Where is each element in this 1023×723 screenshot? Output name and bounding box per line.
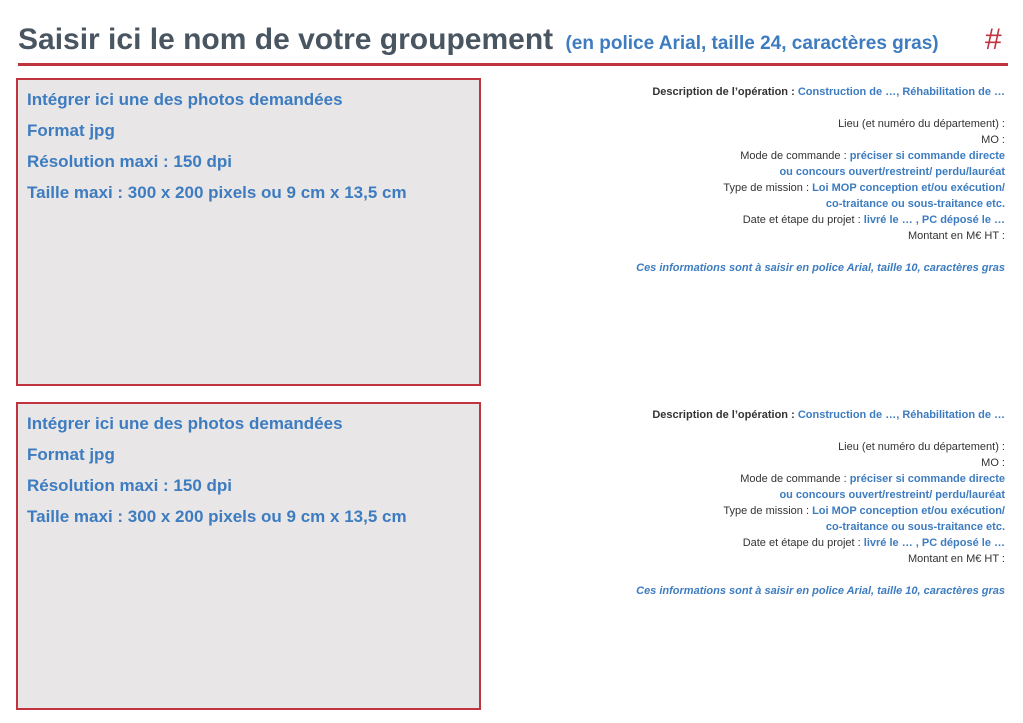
photo-resolution: Résolution maxi : 150 dpi: [27, 152, 232, 171]
date-row: Date et étape du projet : livré le … , PC déposé le …: [742, 214, 1005, 226]
header-divider: [18, 63, 1008, 66]
page-marker: #: [985, 23, 1002, 56]
description-row: Description de l’opération : Construction de …, Réhabilitation de …: [652, 86, 1005, 98]
commande-row-cont: ou concours ouvert/restreint/ perdu/lauréat: [779, 166, 1005, 178]
group-name-title: Saisir ici le nom de votre groupement: [18, 23, 554, 56]
mo-row: MO :: [981, 134, 1005, 146]
commande-row: Mode de commande : préciser si commande directe: [740, 150, 1005, 162]
photo-instruction: Intégrer ici une des photos demandées: [27, 90, 343, 109]
mo-row: MO :: [981, 457, 1005, 469]
photo-instruction: Intégrer ici une des photos demandées: [27, 414, 343, 433]
mission-row-cont: co-traitance ou sous-traitance etc.: [825, 521, 1005, 533]
format-note: Ces informations sont à saisir en police Arial, taille 10, caractères gras: [636, 262, 1005, 274]
mission-row: Type de mission : Loi MOP conception et/ou exécution/: [723, 182, 1005, 194]
photo-placeholder-2[interactable]: [16, 402, 481, 710]
page-title: [18, 20, 939, 64]
lieu-row: Lieu (et numéro du département) :: [838, 441, 1005, 453]
photo-format: Format jpg: [27, 445, 115, 464]
title-format-hint: (en police Arial, taille 24, caractères gras): [565, 33, 939, 54]
date-row: Date et étape du projet : livré le … , PC déposé le …: [742, 537, 1005, 549]
photo-placeholder-1[interactable]: [16, 78, 481, 386]
photo-format: Format jpg: [27, 121, 115, 140]
lieu-row: Lieu (et numéro du département) :: [838, 118, 1005, 130]
description-row: Description de l’opération : Construction de …, Réhabilitation de …: [652, 409, 1005, 421]
montant-row: Montant en M€ HT :: [907, 230, 1005, 242]
mission-row: Type de mission : Loi MOP conception et/ou exécution/: [723, 505, 1005, 517]
montant-row: Montant en M€ HT :: [907, 553, 1005, 565]
photo-size: Taille maxi : 300 x 200 pixels ou 9 cm x 13,5 cm: [27, 507, 407, 526]
commande-row-cont: ou concours ouvert/restreint/ perdu/lauréat: [779, 489, 1005, 501]
project-info-2: [575, 407, 1005, 599]
format-note: Ces informations sont à saisir en police Arial, taille 10, caractères gras: [636, 585, 1005, 597]
mission-row-cont: co-traitance ou sous-traitance etc.: [825, 198, 1005, 210]
photo-size: Taille maxi : 300 x 200 pixels ou 9 cm x 13,5 cm: [27, 183, 407, 202]
commande-row: Mode de commande : préciser si commande directe: [740, 473, 1005, 485]
project-info-1: [575, 84, 1005, 276]
photo-resolution: Résolution maxi : 150 dpi: [27, 476, 232, 495]
